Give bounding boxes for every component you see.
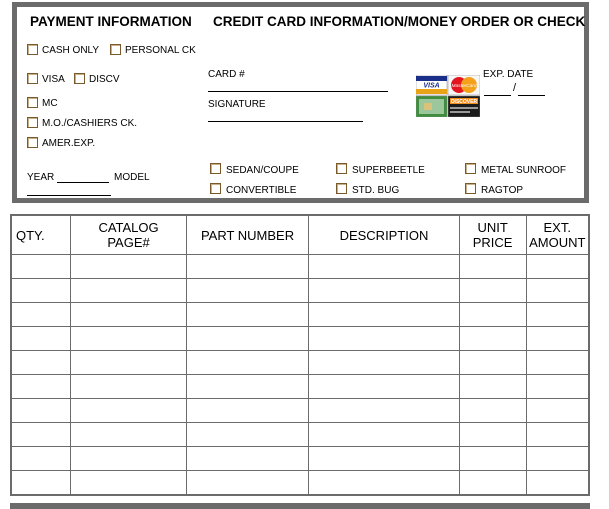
order-table-header xyxy=(11,215,589,255)
table-cell[interactable] xyxy=(71,471,187,496)
metal-sunroof-label: METAL SUNROOF xyxy=(481,165,567,176)
personal-check-checkbox[interactable] xyxy=(110,44,121,55)
table-cell[interactable] xyxy=(11,351,71,375)
table-cell[interactable] xyxy=(309,303,459,327)
card-number-field[interactable] xyxy=(208,91,388,92)
table-cell[interactable] xyxy=(526,327,589,351)
table-cell[interactable] xyxy=(526,447,589,471)
discover-label: DISCV xyxy=(89,74,120,85)
table-cell[interactable] xyxy=(11,375,71,399)
table-cell[interactable] xyxy=(186,399,308,423)
table-cell[interactable] xyxy=(71,375,187,399)
table-cell[interactable] xyxy=(71,351,187,375)
table-cell[interactable] xyxy=(526,399,589,423)
table-row xyxy=(11,375,589,399)
table-cell[interactable] xyxy=(71,399,187,423)
table-cell[interactable] xyxy=(526,471,589,496)
exp-date-separator: / xyxy=(513,82,517,94)
convertible-label: CONVERTIBLE xyxy=(226,185,297,196)
table-cell[interactable] xyxy=(459,471,526,496)
table-cell[interactable] xyxy=(526,255,589,279)
table-cell[interactable] xyxy=(11,279,71,303)
table-cell[interactable] xyxy=(71,423,187,447)
table-row xyxy=(11,351,589,375)
ragtop-checkbox[interactable] xyxy=(465,183,476,194)
metal-sunroof-checkbox[interactable] xyxy=(465,163,476,174)
table-cell[interactable] xyxy=(526,423,589,447)
table-cell[interactable] xyxy=(309,351,459,375)
mc-label: MC xyxy=(42,98,58,109)
superbeetle-checkbox[interactable] xyxy=(336,163,347,174)
svg-text:VISA: VISA xyxy=(423,82,440,90)
payment-panel xyxy=(12,2,589,203)
table-cell[interactable] xyxy=(309,375,459,399)
table-cell[interactable] xyxy=(11,423,71,447)
model-label: MODEL xyxy=(114,172,150,183)
year-label: YEAR xyxy=(27,172,55,183)
table-cell[interactable] xyxy=(11,255,71,279)
table-row xyxy=(11,447,589,471)
table-row xyxy=(11,471,589,496)
unit-price-header: UNIT PRICE xyxy=(459,215,526,255)
svg-text:MasterCard: MasterCard xyxy=(451,84,477,89)
table-cell[interactable] xyxy=(71,279,187,303)
table-cell[interactable] xyxy=(526,351,589,375)
money-order-checkbox[interactable] xyxy=(27,117,38,128)
table-cell[interactable] xyxy=(459,327,526,351)
table-cell[interactable] xyxy=(186,303,308,327)
table-cell[interactable] xyxy=(459,255,526,279)
exp-date-label: EXP. DATE xyxy=(483,69,534,80)
ext-amount-header: EXT. AMOUNT xyxy=(526,215,589,255)
table-cell[interactable] xyxy=(71,447,187,471)
credit-card-heading: CREDIT CARD INFORMATION/MONEY ORDER OR CHECK xyxy=(213,14,586,29)
personal-check-label: PERSONAL CK xyxy=(125,45,196,56)
table-cell[interactable] xyxy=(309,423,459,447)
ragtop-label: RAGTOP xyxy=(481,185,524,196)
part-number-header: PART NUMBER xyxy=(186,215,308,255)
table-cell[interactable] xyxy=(186,279,308,303)
table-cell[interactable] xyxy=(71,327,187,351)
table-cell[interactable] xyxy=(459,447,526,471)
payment-information-heading: PAYMENT INFORMATION xyxy=(30,14,192,29)
table-cell[interactable] xyxy=(186,255,308,279)
table-cell[interactable] xyxy=(186,327,308,351)
discover-checkbox[interactable] xyxy=(74,73,85,84)
table-cell[interactable] xyxy=(459,399,526,423)
signature-label: SIGNATURE xyxy=(208,99,266,110)
table-cell[interactable] xyxy=(526,375,589,399)
amex-label: AMER.EXP. xyxy=(42,138,96,149)
table-cell[interactable] xyxy=(186,471,308,496)
sedan-coupe-checkbox[interactable] xyxy=(210,163,221,174)
table-cell[interactable] xyxy=(186,375,308,399)
svg-text:DISCOVER: DISCOVER xyxy=(450,99,478,105)
money-order-label: M.O./CASHIERS CK. xyxy=(42,118,138,129)
table-cell[interactable] xyxy=(309,279,459,303)
table-cell[interactable] xyxy=(526,279,589,303)
std-bug-checkbox[interactable] xyxy=(336,183,347,194)
card-number-label: CARD # xyxy=(208,69,245,80)
year-field[interactable] xyxy=(57,182,109,183)
exp-month-field[interactable] xyxy=(484,95,511,96)
order-table xyxy=(10,214,590,496)
cash-only-checkbox[interactable] xyxy=(27,44,38,55)
table-row xyxy=(11,279,589,303)
table-cell[interactable] xyxy=(459,279,526,303)
sedan-coupe-label: SEDAN/COUPE xyxy=(226,165,299,176)
mc-checkbox[interactable] xyxy=(27,97,38,108)
superbeetle-label: SUPERBEETLE xyxy=(352,165,425,176)
table-cell[interactable] xyxy=(459,375,526,399)
table-cell[interactable] xyxy=(11,447,71,471)
table-cell[interactable] xyxy=(459,303,526,327)
table-cell[interactable] xyxy=(11,327,71,351)
visa-label: VISA xyxy=(42,74,65,85)
table-cell[interactable] xyxy=(11,399,71,423)
table-cell[interactable] xyxy=(11,471,71,496)
description-header: DESCRIPTION xyxy=(309,215,459,255)
table-cell[interactable] xyxy=(309,471,459,496)
std-bug-label: STD. BUG xyxy=(352,185,400,196)
table-cell[interactable] xyxy=(186,423,308,447)
amex-checkbox[interactable] xyxy=(27,137,38,148)
table-cell[interactable] xyxy=(186,351,308,375)
table-cell[interactable] xyxy=(309,447,459,471)
convertible-checkbox[interactable] xyxy=(210,183,221,194)
table-cell[interactable] xyxy=(459,351,526,375)
table-cell[interactable] xyxy=(71,303,187,327)
cash-only-label: CASH ONLY xyxy=(42,45,100,56)
model-field[interactable] xyxy=(27,195,111,196)
table-row xyxy=(11,399,589,423)
catalog-page-header: CATALOG PAGE# xyxy=(71,215,187,255)
visa-checkbox[interactable] xyxy=(27,73,38,84)
table-cell[interactable] xyxy=(526,303,589,327)
table-bottom-border xyxy=(10,503,590,509)
table-cell[interactable] xyxy=(459,423,526,447)
table-cell[interactable] xyxy=(71,255,187,279)
signature-field[interactable] xyxy=(208,121,363,122)
table-cell[interactable] xyxy=(309,327,459,351)
table-row xyxy=(11,255,589,279)
table-row xyxy=(11,303,589,327)
table-cell[interactable] xyxy=(186,447,308,471)
table-cell[interactable] xyxy=(309,255,459,279)
exp-year-field[interactable] xyxy=(518,95,545,96)
qty-header: QTY. xyxy=(11,215,71,255)
table-cell[interactable] xyxy=(11,303,71,327)
table-row xyxy=(11,423,589,447)
table-row xyxy=(11,327,589,351)
credit-card-logos xyxy=(416,75,480,117)
order-table-body xyxy=(11,255,589,496)
table-cell[interactable] xyxy=(309,399,459,423)
